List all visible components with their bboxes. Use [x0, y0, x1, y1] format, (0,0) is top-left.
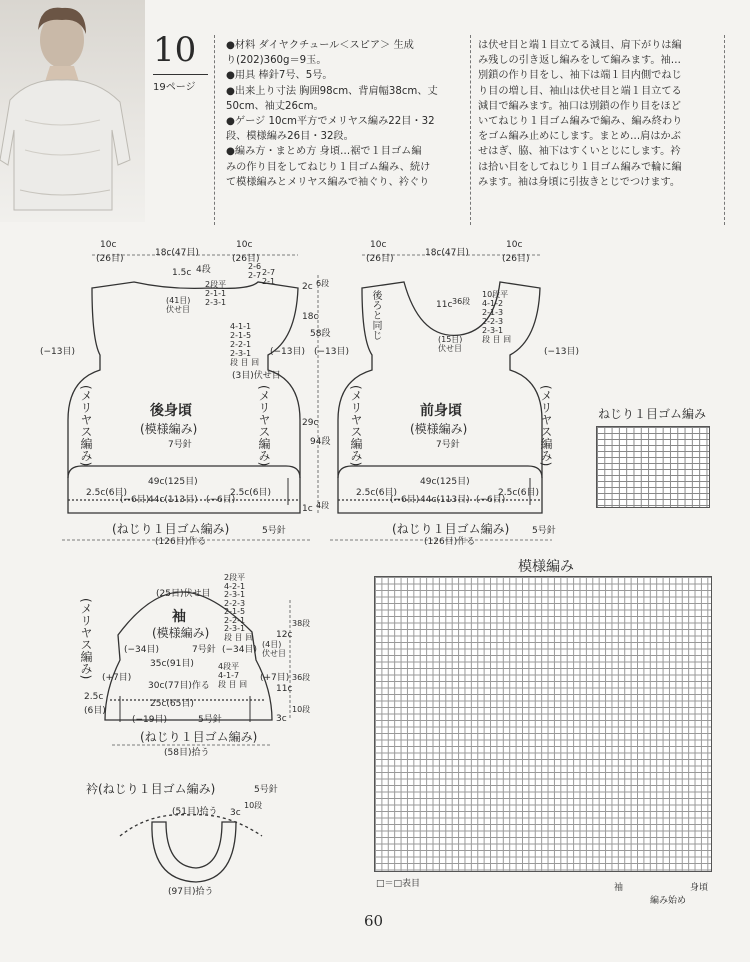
- sleeve-inc-left: (+7目): [102, 673, 132, 683]
- page-reference: 19ページ: [153, 74, 208, 93]
- front-neck-bind: (15目) 伏せ目: [438, 335, 463, 353]
- front-inset-left: 2.5c(6目): [356, 488, 398, 498]
- sleeve-needle: 7号針: [192, 645, 216, 655]
- front-top-right-dim: 10c: [506, 240, 523, 250]
- back-top-left-st: (26目): [96, 254, 124, 264]
- back-width-44: 44c(113目): [148, 495, 198, 505]
- sleeve-cap-dec: 2段平 4-2-1 2-3-1 2-2-3 2-1-5 2-2-1 2-3-1 段 目 回: [224, 573, 254, 642]
- sleeve-cap-left: (−34目): [124, 645, 160, 655]
- sleeve-height-cap-rows: 38段: [292, 619, 311, 628]
- back-inset-left-2: (−6目): [120, 495, 150, 505]
- back-neck-dec: 2段平 2-1-1 2-3-1: [205, 280, 227, 307]
- back-height-b: 18c: [302, 312, 319, 322]
- instruction-line: は伏せ目と端１目立てる減目、肩下がりは編: [478, 40, 682, 51]
- back-height-d-rows: 4段: [316, 501, 330, 510]
- sleeve-subtitle: (模様編み): [152, 626, 210, 640]
- front-side-left: (メリヤス編み): [349, 385, 363, 467]
- front-width-44: 44c(113目): [420, 495, 470, 505]
- pattern-chart-grid: [374, 576, 712, 872]
- sleeve-title: 袖: [172, 609, 186, 625]
- back-top-left-dim: 10c: [100, 240, 117, 250]
- front-needle: 7号針: [436, 440, 460, 450]
- back-cast-on: (126目)作る: [155, 537, 207, 547]
- sleeve-width-30: 30c(77目)作る: [148, 681, 210, 691]
- back-shoulder-shaping-2: 2-7 2-1: [262, 268, 276, 286]
- pattern-chart-title: 模様編み: [518, 559, 574, 575]
- front-same-as-back: 後ろと同じ: [370, 290, 381, 340]
- sleeve-cuff-left-st: (6目): [84, 706, 106, 716]
- collar-rows: 10段: [244, 801, 263, 810]
- instruction-line: 減目で編みます。袖口は別鎖の作り目をほど: [478, 100, 681, 112]
- instruction-line: 50cm、袖丈26cm。: [226, 100, 324, 112]
- back-height-c: 29c: [302, 418, 319, 428]
- sleeve-dec-19: (−19目): [132, 715, 168, 725]
- back-rib-label: (ねじり１目ゴム編み): [112, 522, 230, 536]
- back-side-right: (メリヤス編み): [257, 385, 271, 467]
- back-neck-rows: 4段: [196, 265, 211, 275]
- collar-needle: 5号針: [254, 785, 278, 795]
- back-height-a: 2c: [302, 282, 313, 292]
- back-height-c-rows: 94段: [310, 437, 331, 447]
- pattern-chart-legend: □＝□表目: [376, 879, 421, 889]
- instruction-line: り(202)360g＝9玉。: [226, 55, 327, 67]
- pattern-label-start: 編み始め: [650, 896, 687, 906]
- instruction-line: せはぎ、脇、袖下はすくいとじにします。衿: [478, 146, 681, 158]
- back-subtitle: (模様編み): [140, 422, 198, 436]
- back-title: 後身頃: [150, 403, 192, 419]
- sleeve-cap-bind: (4目) 伏せ目: [262, 640, 286, 658]
- rib-chart-title: ねじり１目ゴム編み: [598, 407, 707, 421]
- back-top-right-st: (26目): [232, 254, 260, 264]
- front-top-right-st: (26目): [502, 254, 530, 264]
- instruction-line: みの作り目をしてねじり１目ゴム編み、続け: [226, 161, 431, 173]
- back-inset-left: 2.5c(6目): [86, 488, 128, 498]
- front-inset-right-2: (−6目): [476, 495, 506, 505]
- back-rib-needle: 5号針: [262, 526, 286, 536]
- instruction-line: いてねじり１目ゴム編みで編み、編み終わり: [478, 116, 683, 128]
- back-height-a-rows: 6段: [316, 279, 330, 288]
- instruction-line: ●材料 ダイヤクチュール＜スピア＞ 生成: [226, 40, 414, 51]
- front-subtitle: (模様編み): [410, 422, 468, 436]
- collar-title: 衿(ねじり１目ゴム編み): [86, 782, 216, 796]
- instruction-line: みます。袖は身頃に引抜きとじでつけます。: [478, 176, 681, 188]
- back-width-right: (−13目): [270, 347, 306, 357]
- collar-top: (51目)拾う: [172, 807, 218, 817]
- front-top-left-st: (26目): [366, 254, 394, 264]
- back-side-left: (メリヤス編み): [79, 385, 93, 467]
- pattern-label-sleeve: 袖: [614, 883, 624, 893]
- back-neck-bind: (41目) 伏せ目: [166, 296, 191, 314]
- sleeve-inc-rows: 4段平 4-1-7 段 目 回: [218, 662, 248, 689]
- instruction-line: 段、模様編み26目・32段。: [226, 131, 354, 143]
- back-neck-depth: 1.5c: [172, 268, 192, 278]
- back-width-left: (−13目): [40, 347, 76, 357]
- front-neck-rows: 36段: [452, 297, 471, 306]
- instruction-line: 別鎖の作り目をし、袖下は端１目内側でねじ: [478, 70, 682, 82]
- front-neck-dec: 10段平 4-1-2 2-1-3 2-2-3 2-3-1 段 目 回: [482, 290, 512, 344]
- sleeve-width-35: 35c(91目): [150, 659, 194, 669]
- instruction-line: ●出来上り寸法 胸囲98cm、背肩幅38cm、丈: [226, 85, 438, 97]
- instruction-line: み残しの引き返し編みをして編みます。袖…: [478, 55, 681, 67]
- instruction-line: ●ゲージ 10cm平方でメリヤス編み22目・32: [226, 116, 435, 128]
- front-cast-on: (126目)作る: [424, 537, 476, 547]
- instruction-line: り目の増し目、袖山は伏せ目と端１目立てる: [478, 85, 682, 97]
- sleeve-height-cuff: 3c: [276, 714, 287, 724]
- back-inset-right: 2.5c(6目): [230, 488, 272, 498]
- front-title: 前身頃: [420, 403, 462, 419]
- sleeve-height-cap: 12c: [276, 630, 293, 640]
- sleeve-pickup: (58目)拾う: [164, 748, 210, 758]
- page-number: 60: [364, 912, 384, 930]
- pattern-label-body: 身頃: [690, 883, 709, 893]
- front-width-left: (−13目): [314, 347, 350, 357]
- sleeve-height-body: 11c: [276, 684, 293, 694]
- back-inset-right-2: (−6目): [206, 495, 236, 505]
- front-width-49: 49c(125目): [420, 477, 470, 487]
- front-neck-depth: 11c: [436, 300, 453, 310]
- front-top-mid-dim: 18c(47目): [425, 248, 469, 258]
- sleeve-height-cuff-rows: 10段: [292, 705, 311, 714]
- sleeve-cuff-left: 2.5c: [84, 692, 104, 702]
- back-height-d: 1c: [302, 504, 313, 514]
- front-rib-label: (ねじり１目ゴム編み): [392, 522, 510, 536]
- pattern-number: 10: [153, 30, 197, 70]
- sleeve-cuff-needle: 5号針: [198, 715, 222, 725]
- back-armhole-dec: 4-1-1 2-1-5 2-2-1 2-3-1 段 目 回: [230, 322, 260, 367]
- sleeve-top-bind: (25目)伏せ目: [156, 589, 211, 599]
- back-top-mid-dim: 18c(47目): [155, 248, 199, 258]
- collar-depth: 3c: [230, 808, 241, 818]
- sleeve-cap-right: (−34目): [222, 645, 258, 655]
- back-top-right-dim: 10c: [236, 240, 253, 250]
- back-armhole-bind: (3目)伏せ目: [232, 371, 281, 381]
- collar-bottom: (97目)拾う: [168, 887, 214, 897]
- back-needle: 7号針: [168, 440, 192, 450]
- rib-chart-grid: [596, 426, 710, 508]
- sleeve-rib-label: (ねじり１目ゴム編み): [140, 730, 258, 744]
- instruction-line: ●編み方・まとめ方 身頃…裾で１目ゴム編: [226, 146, 422, 158]
- back-width-49: 49c(125目): [148, 477, 198, 487]
- back-shoulder-shaping: 2-6 2-7: [248, 262, 262, 280]
- back-height-b-rows: 58段: [310, 329, 331, 339]
- sleeve-inc-right: (+7目): [260, 673, 290, 683]
- sleeve-height-body-rows: 36段: [292, 673, 311, 682]
- front-inset-right: 2.5c(6目): [498, 488, 540, 498]
- front-width-right: (−13目): [544, 347, 580, 357]
- front-side-right: (メリヤス編み): [539, 385, 553, 467]
- front-inset-left-2: (−6目): [390, 495, 420, 505]
- sleeve-side: (メリヤス編み): [79, 598, 93, 680]
- front-rib-needle: 5号針: [532, 526, 556, 536]
- front-top-left-dim: 10c: [370, 240, 387, 250]
- instruction-line: をゴム編み止めにします。まとめ…肩はかぶ: [478, 131, 681, 143]
- instruction-line: て模様編みとメリヤス編みで袖ぐり、衿ぐり: [226, 176, 430, 188]
- sleeve-width-25: 25c(65目): [150, 699, 194, 709]
- collar-outline: [152, 822, 236, 882]
- instruction-line: ●用具 棒針7号、5号。: [226, 70, 333, 82]
- instruction-line: は拾い目をしてねじり１目ゴム編みで輪に編: [478, 161, 682, 173]
